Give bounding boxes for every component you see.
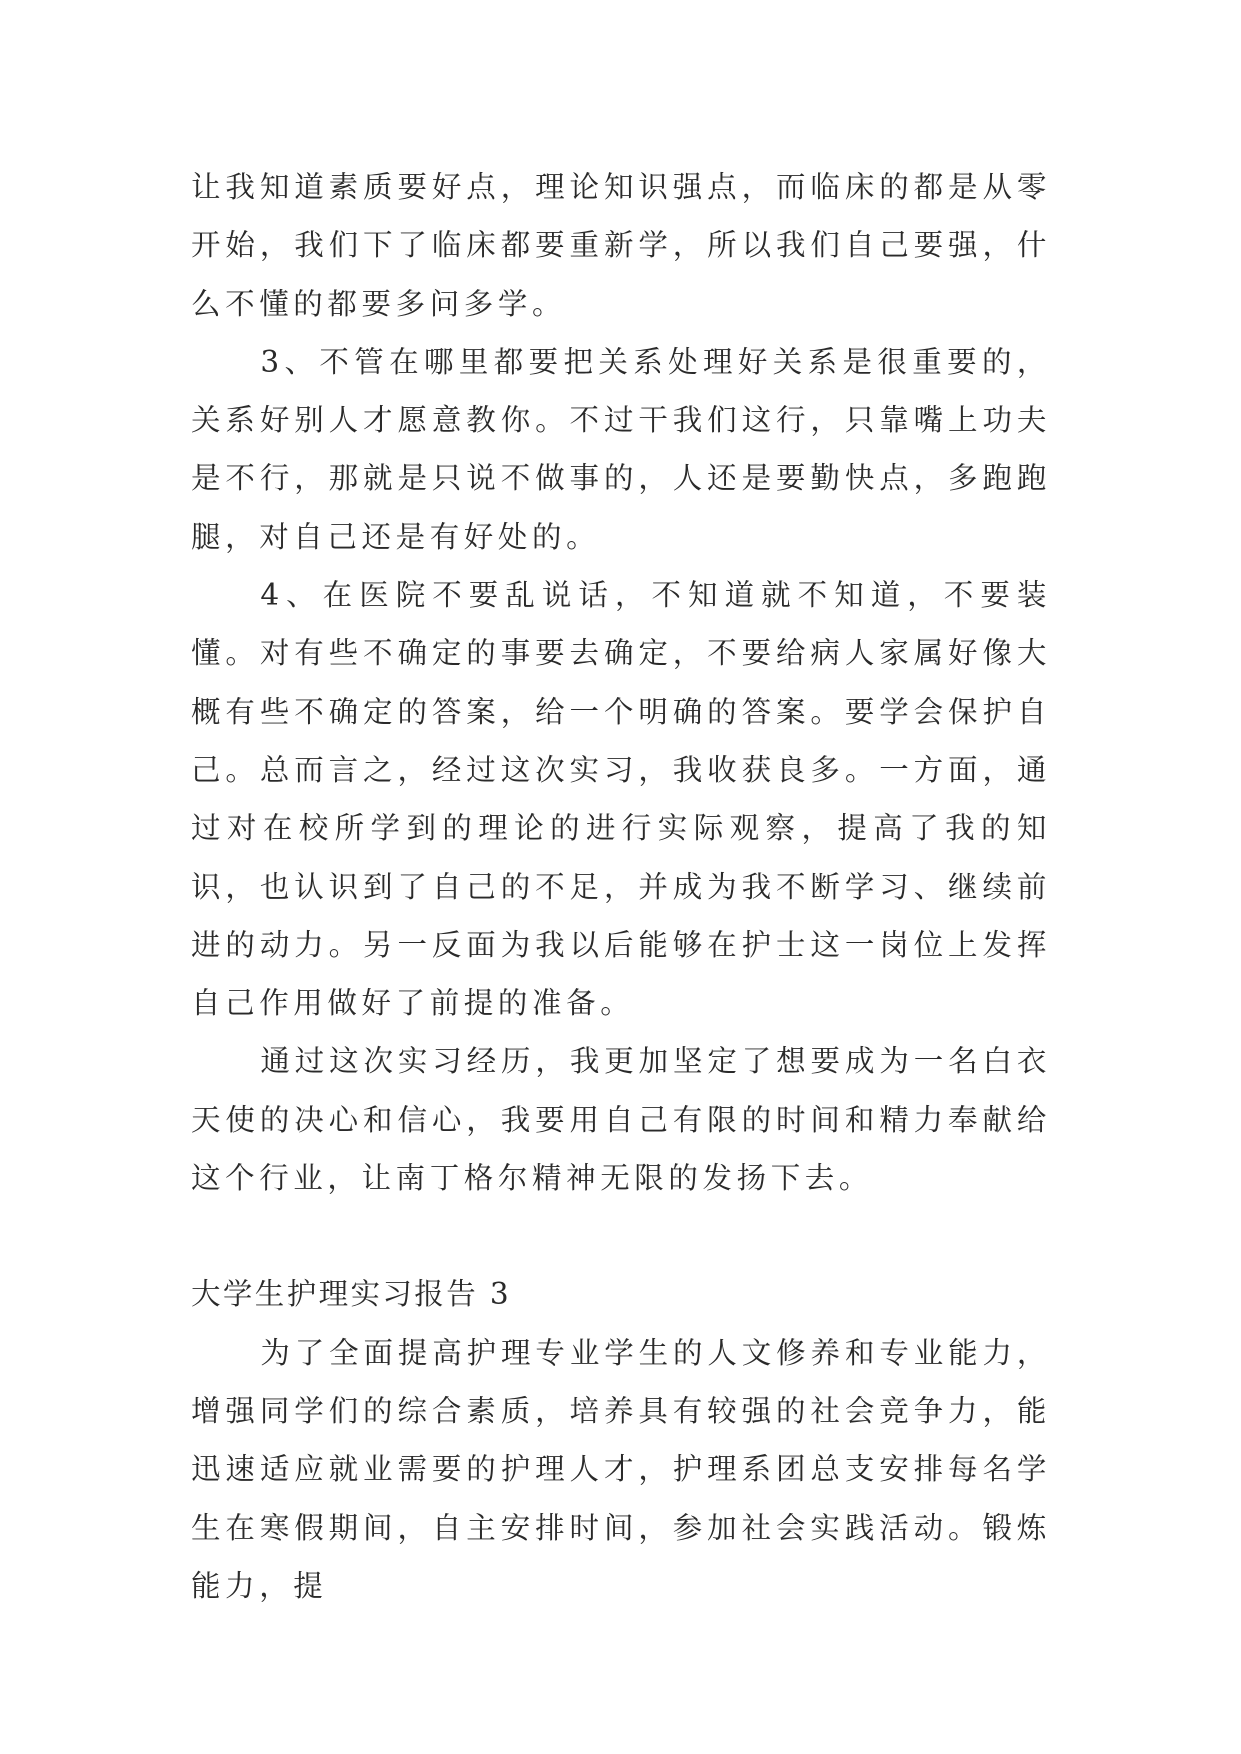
paragraph-item-3: 3、不管在哪里都要把关系处理好关系是很重要的，关系好别人才愿意教你。不过干我们这行，只靠嘴上功夫是不行，那就是只说不做事的，人还是要勤快点，多跑跑腿，对自己还是有好处的。 xyxy=(191,344,1051,554)
section-spacer xyxy=(191,1207,1051,1265)
paragraph-item-4: 4、在医院不要乱说话，不知道就不知道，不要装懂。对有些不确定的事要去确定，不要给病人家属好像大概有些不确定的答案，给一个明确的答案。要学会保护自己。总而言之，经过这次实习，我收获良多。一方面，通过对在校所学到的理论的进行实际观察，提高了我的知识，也认识到了自己的不足，并成为我不断学习、继续前进的动力。另一反面为我以后能够在护士这一岗位上发挥自己作用做好了前提的准备。 xyxy=(191,578,1051,1021)
paragraph-continued: 让我知道素质要好点，理论知识强点，而临床的都是从零开始，我们下了临床都要重新学，所以我们自己要强，什么不懂的都要多问多学。 xyxy=(191,170,1051,321)
document-body xyxy=(191,158,1051,1615)
section-heading: 大学生护理实习报告 3 xyxy=(191,1277,512,1312)
paragraph-intro: 为了全面提高护理专业学生的人文修养和专业能力，增强同学们的综合素质，培养具有较强的社会竞争力，能迅速适应就业需要的护理人才，护理系团总支安排每名学生在寒假期间，自主安排时间，参加社会实践活动。锻炼能力，提 xyxy=(191,1335,1051,1603)
paragraph-conclusion: 通过这次实习经历，我更加坚定了想要成为一名白衣天使的决心和信心，我要用自己有限的时间和精力奉献给这个行业，让南丁格尔精神无限的发扬下去。 xyxy=(191,1044,1051,1196)
